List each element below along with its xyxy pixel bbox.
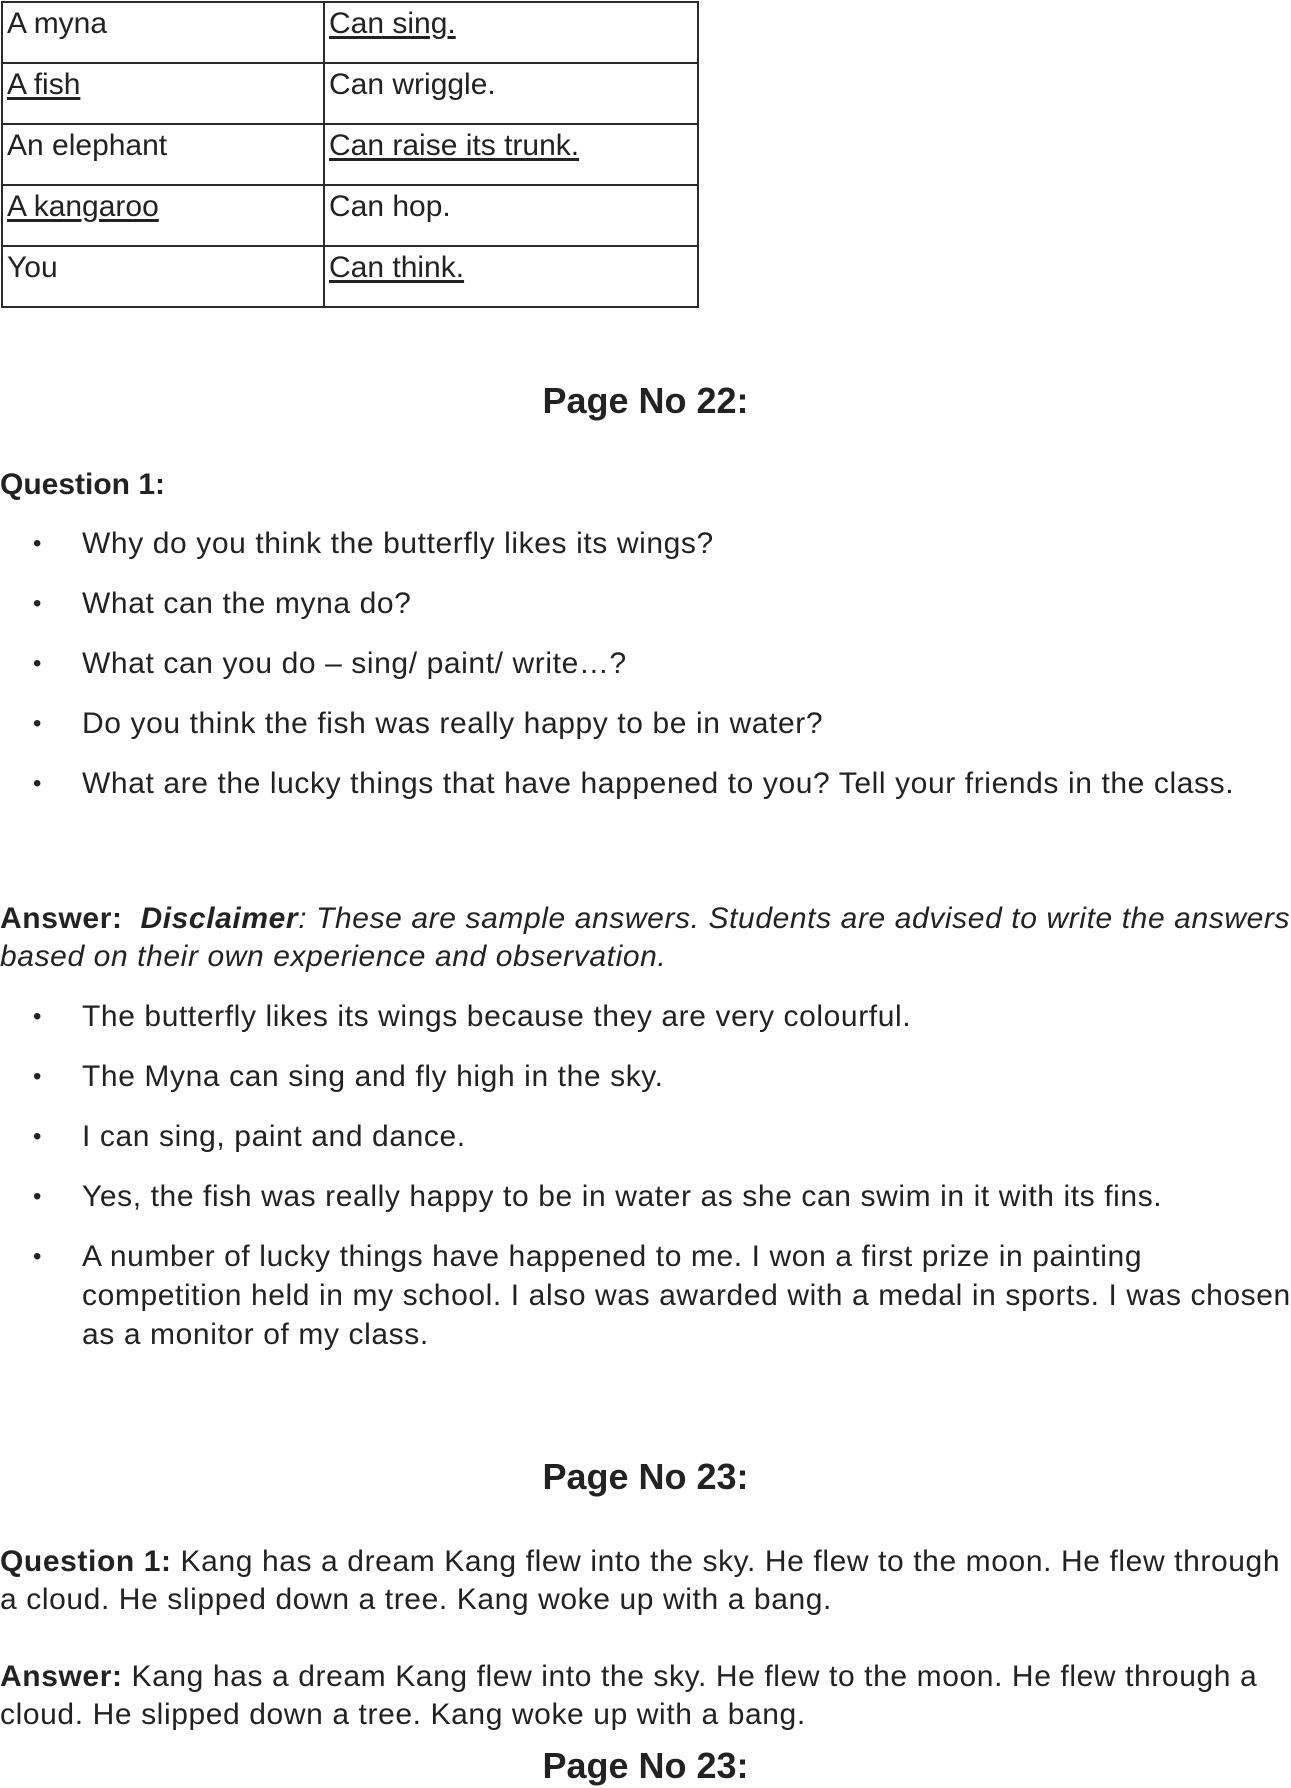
list-item: • The butterfly likes its wings because they are very colourful. [0, 997, 1291, 1036]
table-cell-subject: A fish [2, 63, 324, 124]
page-heading-23-repeat: Page No 23: [542, 1745, 749, 1786]
table-row [2, 124, 698, 185]
list-item: • What can the myna do? [0, 584, 1291, 623]
bullet-icon: • [33, 1003, 43, 1030]
question-text: Kang has a dream Kang flew into the sky. He flew to the moon. He flew through a cloud. He slipped down a tree. Kang woke up with a bang. [0, 1545, 1281, 1616]
table-row [2, 63, 698, 124]
bullet-icon: • [33, 710, 43, 737]
question-paragraph [0, 1543, 1291, 1619]
list-item: • I can sing, paint and dance. [0, 1117, 1291, 1156]
question-list [0, 524, 1291, 824]
list-item: • What can you do – sing/ paint/ write…? [0, 644, 1291, 683]
bullet-icon: • [33, 1063, 43, 1090]
table-row [2, 2, 698, 63]
page-heading-22: Page No 22: [542, 380, 749, 421]
bullet-icon: • [33, 770, 43, 797]
answer-text: Kang has a dream Kang flew into the sky. He flew to the moon. He flew through a cloud. He slipped down a tree. Kang woke up with a bang. [0, 1660, 1258, 1731]
bullet-icon: • [33, 1183, 43, 1210]
table-cell-ability: Can think. [324, 246, 698, 307]
table-cell-ability: Can sing. [324, 2, 698, 63]
question-label: Question 1: [0, 1545, 172, 1578]
list-item: • What are the lucky things that have happened to you? Tell your friends in the class. [0, 764, 1291, 803]
table-cell-ability: Can raise its trunk. [324, 124, 698, 185]
table-cell-ability: Can wriggle. [324, 63, 698, 124]
bullet-icon: • [33, 1123, 43, 1150]
disclaimer-label: Disclaimer [140, 902, 299, 935]
table-cell-subject: A myna [2, 2, 324, 63]
list-item: • A number of lucky things have happened to me. I won a first prize in painting competition held in my school. I also was awarded with a medal in sports. I was chosen as a monitor of my class. [0, 1237, 1291, 1354]
list-item: • Do you think the fish was really happy to be in water? [0, 704, 1291, 743]
question-label: Question 1: [0, 468, 166, 501]
table-row [2, 185, 698, 246]
answer-disclaimer [0, 900, 1291, 976]
ability-table [1, 1, 699, 308]
table-cell-subject: A kangaroo [2, 185, 324, 246]
bullet-icon: • [33, 650, 43, 677]
table-row [2, 246, 698, 307]
answer-label: Answer: [0, 1660, 123, 1693]
bullet-icon: • [33, 590, 43, 617]
bullet-icon: • [33, 1243, 43, 1270]
list-item: • Why do you think the butterfly likes its wings? [0, 524, 1291, 563]
table-cell-subject: An elephant [2, 124, 324, 185]
bullet-icon: • [33, 530, 43, 557]
page-heading-23: Page No 23: [542, 1456, 749, 1497]
answer-list [0, 997, 1291, 1375]
table-cell-ability: Can hop. [324, 185, 698, 246]
list-item: • The Myna can sing and fly high in the sky. [0, 1057, 1291, 1096]
disclaimer-text: : These are sample answers. Students are advised to write the answers based on their own experience and observation. [0, 902, 1291, 973]
answer-paragraph [0, 1658, 1291, 1734]
list-item: • Yes, the fish was really happy to be in water as she can swim in it with its fins. [0, 1177, 1291, 1216]
answer-label: Answer: [0, 902, 123, 935]
table-cell-subject: You [2, 246, 324, 307]
